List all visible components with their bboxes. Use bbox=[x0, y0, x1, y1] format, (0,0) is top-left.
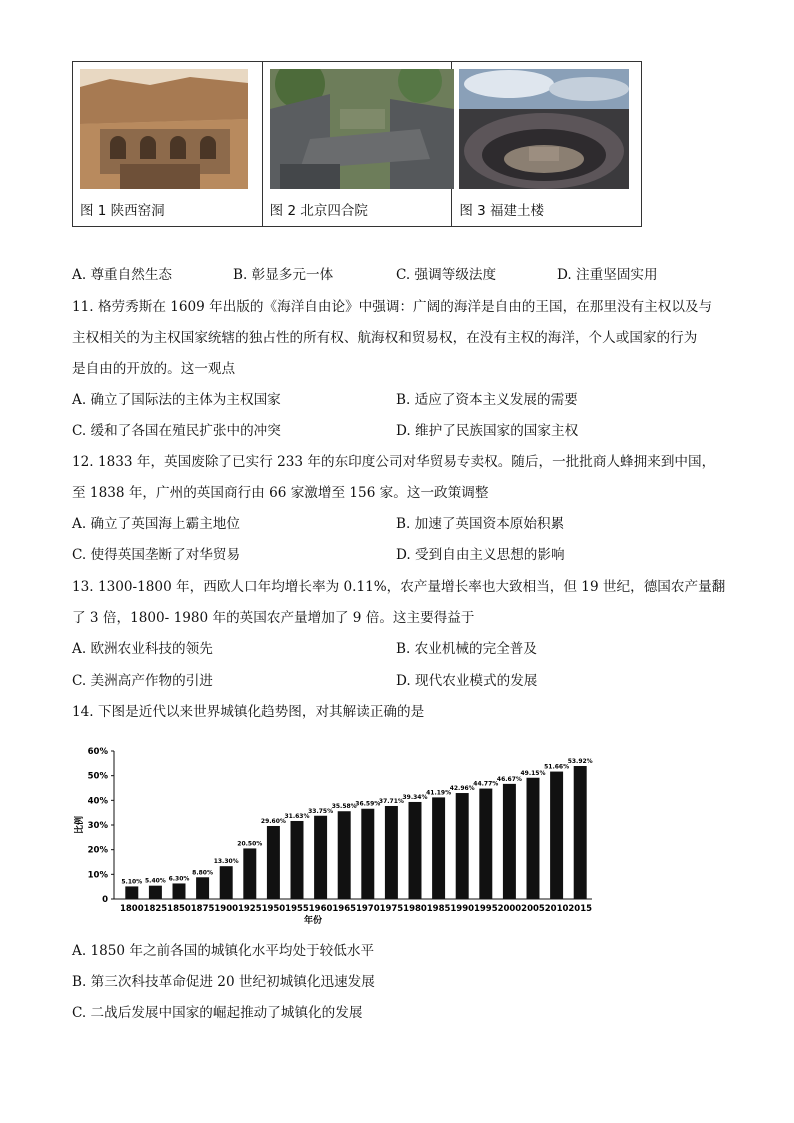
bar bbox=[479, 789, 492, 899]
x-tick-label: 1850 bbox=[167, 904, 191, 914]
q10-option-b: B. 彰显多元一体 bbox=[233, 267, 334, 283]
x-tick-label: 1970 bbox=[355, 904, 380, 914]
bar bbox=[173, 883, 186, 899]
q13-option-c: C. 美洲高产作物的引进 bbox=[72, 673, 213, 689]
y-axis-label: 比例 bbox=[75, 815, 85, 835]
q13-stem-line-1: 13. 1300-1800 年，西欧人口年均增长率为 0.11%，农产量增长率也大致相当，但 19 世纪，德国农产量翻 bbox=[72, 579, 726, 595]
bar-data-label: 42.96% bbox=[449, 785, 475, 793]
q10-option-c: C. 强调等级法度 bbox=[396, 267, 497, 283]
y-tick-label: 50% bbox=[87, 771, 108, 782]
bar bbox=[291, 821, 304, 899]
bar bbox=[456, 793, 469, 899]
bar-data-label: 5.40% bbox=[144, 877, 166, 885]
bar-data-label: 46.67% bbox=[496, 775, 522, 783]
q13-stem-line-2: 了 3 倍，1800- 1980 年的英国农产量增加了 9 倍。这主要得益于 bbox=[72, 610, 475, 626]
q11-option-c: C. 缓和了各国在殖民扩张中的冲突 bbox=[72, 423, 281, 439]
q14-option-a: A. 1850 年之前各国的城镇化水平均处于较低水平 bbox=[72, 943, 375, 959]
bar bbox=[338, 811, 351, 899]
q14-option-b: B. 第三次科技革命促进 20 世纪初城镇化迅速发展 bbox=[72, 974, 375, 990]
x-axis-label: 年份 bbox=[303, 916, 323, 926]
bar bbox=[361, 809, 374, 899]
bar-data-label: 36.59% bbox=[355, 800, 381, 808]
q14-stem: 14. 下图是近代以来世界城镇化趋势图，对其解读正确的是 bbox=[72, 704, 425, 720]
bar-data-label: 20.50% bbox=[237, 840, 263, 848]
bar-data-label: 35.58% bbox=[331, 803, 357, 811]
figure-cell-3 bbox=[452, 62, 641, 226]
bar-data-label: 37.71% bbox=[378, 797, 404, 805]
bar-data-label: 53.92% bbox=[567, 757, 593, 765]
bar-data-label: 31.63% bbox=[284, 812, 310, 820]
bar bbox=[314, 816, 327, 899]
y-tick-label: 30% bbox=[87, 821, 108, 831]
bar-data-label: 49.15% bbox=[520, 769, 546, 777]
y-tick-label: 0 bbox=[102, 895, 108, 905]
cave-dwelling-image bbox=[80, 69, 248, 189]
bar-data-label: 41.19% bbox=[426, 789, 452, 797]
q12-stem-line-2: 至 1838 年，广州的英国商行由 66 家激增至 156 家。这一政策调整 bbox=[72, 485, 489, 501]
x-tick-label: 1825 bbox=[143, 904, 168, 914]
bar-data-label: 6.30% bbox=[168, 875, 190, 883]
bar-data-label: 8.80% bbox=[192, 869, 214, 877]
bar bbox=[432, 797, 445, 899]
figure-caption-1: 图 1 陕西窑洞 bbox=[80, 203, 165, 219]
urbanization-chart bbox=[72, 741, 597, 926]
figure-table bbox=[72, 61, 642, 227]
y-tick-label: 20% bbox=[87, 845, 108, 856]
bar bbox=[550, 772, 563, 899]
x-tick-label: 1990 bbox=[450, 904, 475, 914]
bar bbox=[503, 784, 516, 899]
q11-stem-line-1: 11. 格劳秀斯在 1609 年出版的《海洋自由论》中强调：广阔的海洋是自由的王国，在那里没有主权以及与 bbox=[72, 299, 713, 315]
bar-data-label: 39.34% bbox=[402, 793, 428, 801]
bar bbox=[125, 886, 138, 899]
courtyard-house-image bbox=[270, 69, 454, 189]
q11-stem-line-2: 主权相关的为主权国家统辖的独占性的所有权、航海权和贸易权，在没有主权的海洋，个人或国家的行为 bbox=[72, 330, 698, 346]
x-tick-label: 1900 bbox=[214, 904, 239, 914]
figure-cell-1 bbox=[73, 62, 263, 226]
x-tick-label: 2015 bbox=[568, 904, 593, 914]
bar bbox=[574, 766, 587, 899]
x-tick-label: 2010 bbox=[544, 904, 569, 914]
y-tick-label: 40% bbox=[87, 796, 108, 807]
x-tick-label: 2000 bbox=[497, 904, 522, 914]
q13-option-d: D. 现代农业模式的发展 bbox=[396, 673, 538, 689]
q11-option-b: B. 适应了资本主义发展的需要 bbox=[396, 392, 578, 408]
x-tick-label: 1960 bbox=[308, 904, 333, 914]
bar bbox=[385, 806, 398, 899]
x-tick-label: 1875 bbox=[190, 904, 215, 914]
figure-cell-2 bbox=[263, 62, 453, 226]
x-tick-label: 1925 bbox=[237, 904, 262, 914]
bar bbox=[243, 848, 256, 899]
q11-stem-line-3: 是自由的开放的。这一观点 bbox=[72, 361, 236, 377]
y-tick-label: 10% bbox=[87, 870, 108, 881]
y-tick-label: 60% bbox=[87, 747, 108, 757]
x-tick-label: 1800 bbox=[119, 904, 144, 914]
x-tick-label: 1955 bbox=[285, 904, 309, 914]
q12-option-b: B. 加速了英国资本原始积累 bbox=[396, 516, 565, 532]
bar-data-label: 29.60% bbox=[260, 817, 286, 825]
bar-data-label: 33.75% bbox=[308, 807, 334, 815]
urbanization-chart-svg bbox=[72, 741, 597, 926]
x-tick-label: 1950 bbox=[261, 904, 286, 914]
bar bbox=[220, 866, 233, 899]
bar bbox=[409, 802, 422, 899]
x-tick-label: 1995 bbox=[473, 904, 498, 914]
q12-option-d: D. 受到自由主义思想的影响 bbox=[396, 547, 565, 563]
q10-option-a: A. 尊重自然生态 bbox=[72, 267, 173, 283]
q12-stem-line-1: 12. 1833 年，英国废除了已实行 233 年的东印度公司对华贸易专卖权。随后，一批批商人蜂拥来到中国， bbox=[72, 454, 716, 470]
bar bbox=[149, 886, 162, 899]
bar-data-label: 13.30% bbox=[213, 858, 239, 866]
x-tick-label: 1985 bbox=[426, 904, 451, 914]
q12-option-a: A. 确立了英国海上霸主地位 bbox=[72, 516, 240, 532]
bar-data-label: 51.66% bbox=[544, 763, 570, 771]
x-tick-label: 1975 bbox=[379, 904, 404, 914]
q10-option-d: D. 注重坚固实用 bbox=[557, 267, 658, 283]
q13-option-a: A. 欧洲农业科技的领先 bbox=[72, 641, 213, 657]
x-tick-label: 1965 bbox=[332, 904, 357, 914]
bar-data-label: 5.10% bbox=[121, 878, 143, 886]
bar bbox=[267, 826, 280, 899]
figure-caption-3: 图 3 福建土楼 bbox=[459, 203, 545, 219]
tulou-image bbox=[459, 69, 629, 189]
bar bbox=[527, 778, 540, 899]
x-tick-label: 2005 bbox=[521, 904, 545, 914]
figure-caption-2: 图 2 北京四合院 bbox=[269, 203, 368, 219]
q11-option-a: A. 确立了国际法的主体为主权国家 bbox=[72, 392, 281, 408]
bar bbox=[196, 877, 209, 899]
x-tick-label: 1980 bbox=[403, 904, 427, 914]
q14-option-c: C. 二战后发展中国家的崛起推动了城镇化的发展 bbox=[72, 1005, 363, 1021]
q12-option-c: C. 使得英国垄断了对华贸易 bbox=[72, 547, 241, 563]
q11-option-d: D. 维护了民族国家的国家主权 bbox=[396, 423, 579, 439]
q13-option-b: B. 农业机械的完全普及 bbox=[396, 641, 537, 657]
bar-data-label: 44.77% bbox=[473, 780, 499, 788]
